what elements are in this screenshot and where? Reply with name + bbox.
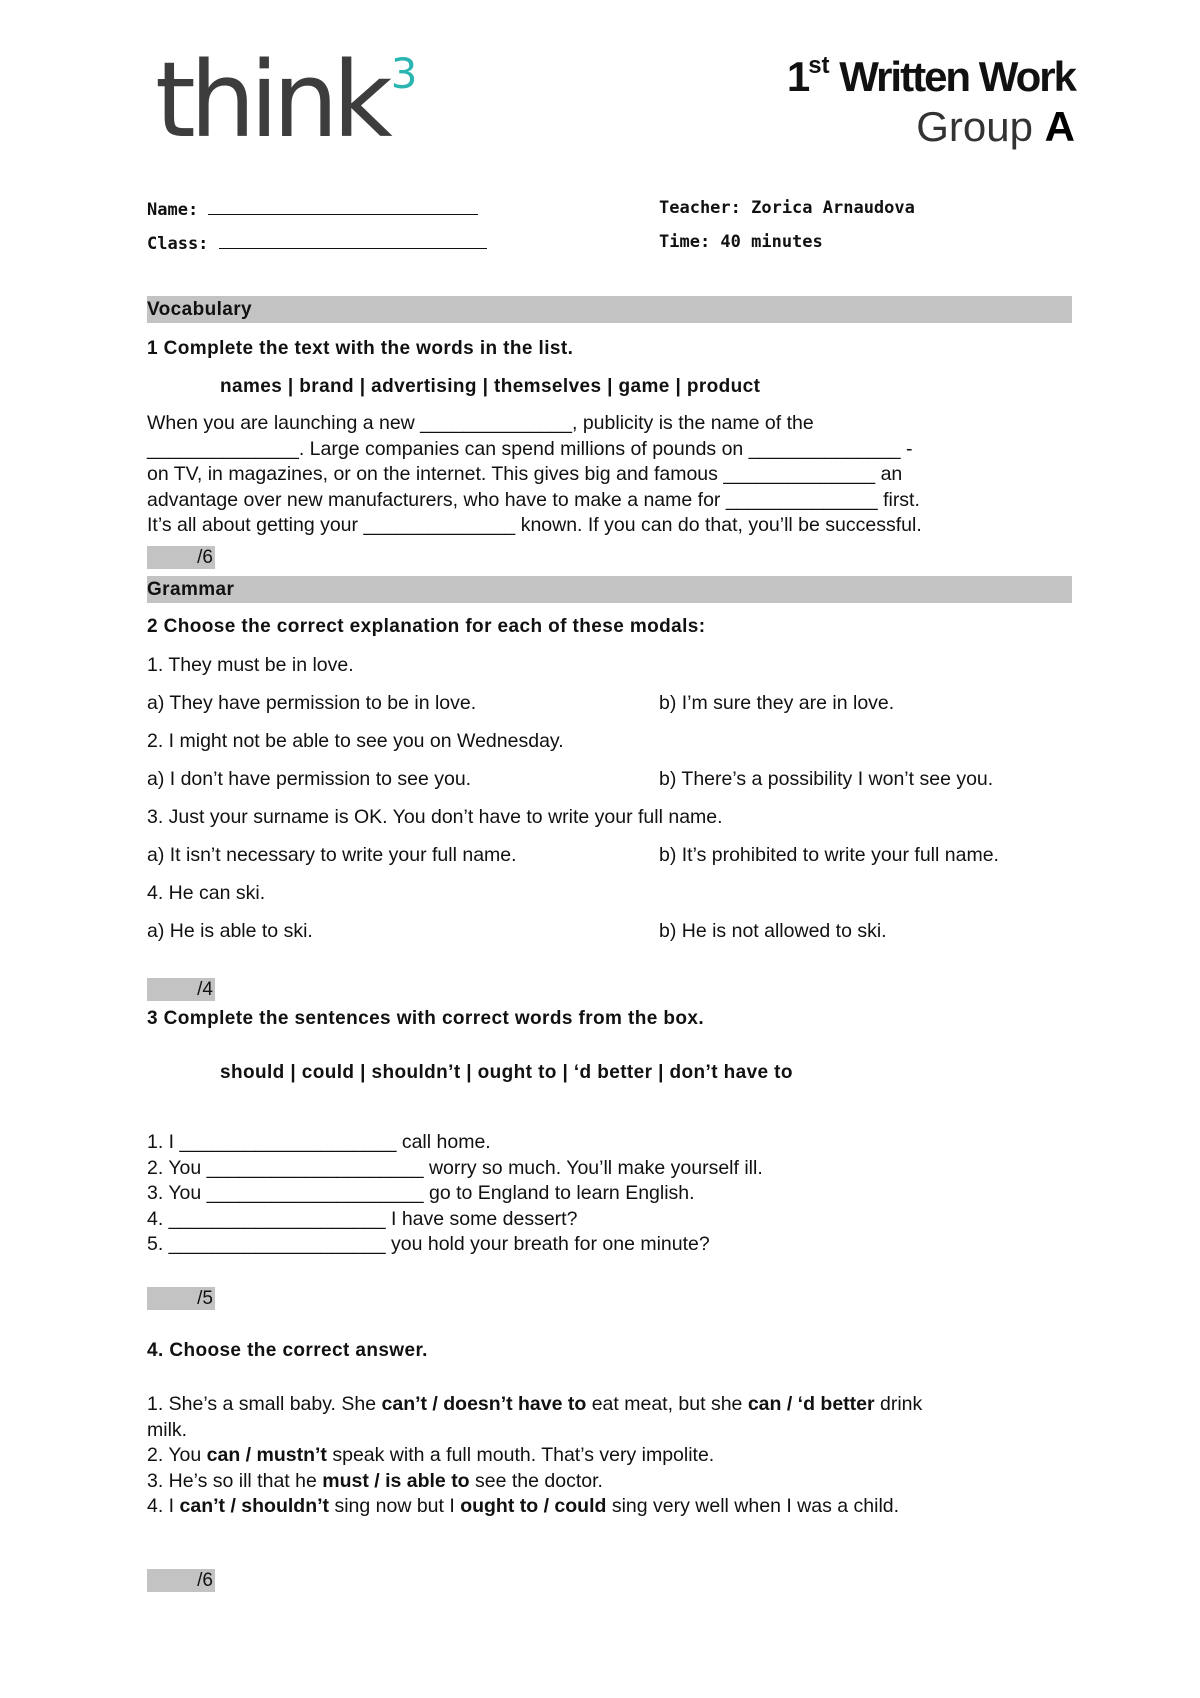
work-title-text: Written Work	[839, 53, 1075, 100]
exercise-4-title: 4. Choose the correct answer.	[147, 1340, 428, 1361]
exercise-1-score: /6	[147, 546, 215, 569]
exercise-4-line-1-cont: milk.	[147, 1418, 188, 1441]
exercise-2-title: 2 Choose the correct explanation for each of these modals:	[147, 616, 706, 637]
group-word: Group	[916, 103, 1033, 150]
option-4b[interactable]: b) He is not allowed to ski.	[659, 920, 887, 942]
name-label: Name:	[147, 200, 199, 220]
text-line: ______________. Large companies can spend millions of pounds on ______________ -	[147, 437, 913, 460]
name-blank[interactable]	[208, 200, 478, 215]
exercise-3-sentences	[147, 1130, 763, 1258]
grammar-section-bar	[147, 576, 1072, 603]
choice-options[interactable]: can / ‘d better	[747, 1393, 875, 1415]
text-line: It’s all about getting your ______________ known. If you can do that, you’ll be successful.	[147, 514, 922, 536]
logo-text: think	[155, 39, 387, 161]
text-line: on TV, in magazines, or on the internet. This gives big and famous ______________ an	[147, 463, 903, 485]
exercise-4-line-3	[147, 1469, 922, 1495]
option-2a[interactable]: a) I don’t have permission to see you.	[147, 768, 472, 790]
exercise-4-line-1	[147, 1392, 922, 1418]
option-1b[interactable]: b) I’m sure they are in love.	[659, 692, 895, 714]
sentence-line: 2. You ____________________ worry so much. You’ll make yourself ill.	[147, 1156, 763, 1179]
exercise-3-title: 3 Complete the sentences with correct words from the box.	[147, 1008, 705, 1029]
choice-options[interactable]: can / mustn’t	[206, 1444, 327, 1466]
text-segment: sing now but I	[329, 1495, 461, 1517]
question-2: 2. I might not be able to see you on Wednesday.	[147, 730, 564, 752]
question-1: 1. They must be in love.	[147, 654, 354, 676]
exercise-4-line-4	[147, 1494, 922, 1520]
logo-superscript: 3	[390, 49, 418, 98]
option-2b[interactable]: b) There’s a possibility I won’t see you.	[659, 768, 994, 790]
text-segment: eat meat, but she	[586, 1393, 748, 1415]
sentence-line: 5. ____________________ you hold your breath for one minute?	[147, 1233, 710, 1255]
think3-logo	[155, 39, 418, 161]
text-line: When you are launching a new ______________, publicity is the name of the	[147, 412, 814, 434]
exercise-1-word-list: names | brand | advertising | themselves | game | product	[220, 376, 761, 397]
choice-options[interactable]: ought to / could	[460, 1495, 607, 1517]
text-segment: 4. I	[147, 1495, 180, 1517]
class-label: Class:	[147, 234, 209, 254]
text-segment: drink	[874, 1393, 923, 1415]
option-4a[interactable]: a) He is able to ski.	[147, 920, 313, 942]
exercise-3-word-box: should | could | shouldn’t | ought to | ‘d better | don’t have to	[220, 1062, 793, 1083]
exercise-4-line-2	[147, 1443, 922, 1469]
text-line: advantage over new manufacturers, who have to make a name for ______________ first.	[147, 488, 920, 511]
text-segment: see the doctor.	[469, 1469, 603, 1492]
class-field	[147, 234, 487, 253]
group-label	[916, 103, 1075, 150]
grammar-title: Grammar	[147, 579, 235, 600]
exercise-4-items	[147, 1392, 922, 1520]
exercise-1-title: 1 Complete the text with the words in the list.	[147, 338, 574, 359]
question-4: 4. He can ski.	[147, 882, 266, 904]
vocabulary-title: Vocabulary	[147, 299, 253, 320]
sentence-line: 1. I ____________________ call home.	[147, 1131, 491, 1153]
text-segment: sing very well when I was a child.	[606, 1495, 900, 1517]
text-segment: 2. You	[147, 1444, 207, 1466]
option-3a[interactable]: a) It isn’t necessary to write your full name.	[147, 844, 517, 866]
question-3: 3. Just your surname is OK. You don’t have to write your full name.	[147, 806, 723, 828]
text-segment: 1. She’s a small baby. She	[147, 1393, 382, 1415]
option-1a[interactable]: a) They have permission to be in love.	[147, 692, 477, 714]
time-info: Time: 40 minutes	[659, 232, 823, 252]
choice-options[interactable]: must / is able to	[322, 1469, 470, 1492]
class-blank[interactable]	[219, 234, 487, 249]
exercise-3-score: /5	[147, 1287, 215, 1310]
exercise-2-score: /4	[147, 978, 215, 1001]
exercise-1-text	[147, 411, 1067, 539]
vocabulary-section-bar	[147, 296, 1072, 323]
sentence-line: 4. ____________________ I have some dessert?	[147, 1207, 578, 1230]
name-field	[147, 200, 478, 219]
exercise-4-score: /6	[147, 1569, 215, 1592]
sentence-line: 3. You ____________________ go to England to learn English.	[147, 1182, 695, 1204]
text-segment: 3. He’s so ill that he	[147, 1469, 323, 1492]
work-title	[786, 52, 1075, 100]
choice-options[interactable]: can’t / doesn’t have to	[381, 1393, 587, 1415]
text-segment: speak with a full mouth. That’s very impolite.	[326, 1444, 715, 1466]
group-letter: A	[1044, 103, 1075, 150]
work-ordinal: 1	[786, 53, 809, 100]
work-ordinal-suffix: st	[808, 52, 830, 79]
teacher-info: Teacher: Zorica Arnaudova	[659, 198, 915, 218]
choice-options[interactable]: can’t / shouldn’t	[179, 1495, 330, 1517]
option-3b[interactable]: b) It’s prohibited to write your full name.	[659, 844, 999, 866]
